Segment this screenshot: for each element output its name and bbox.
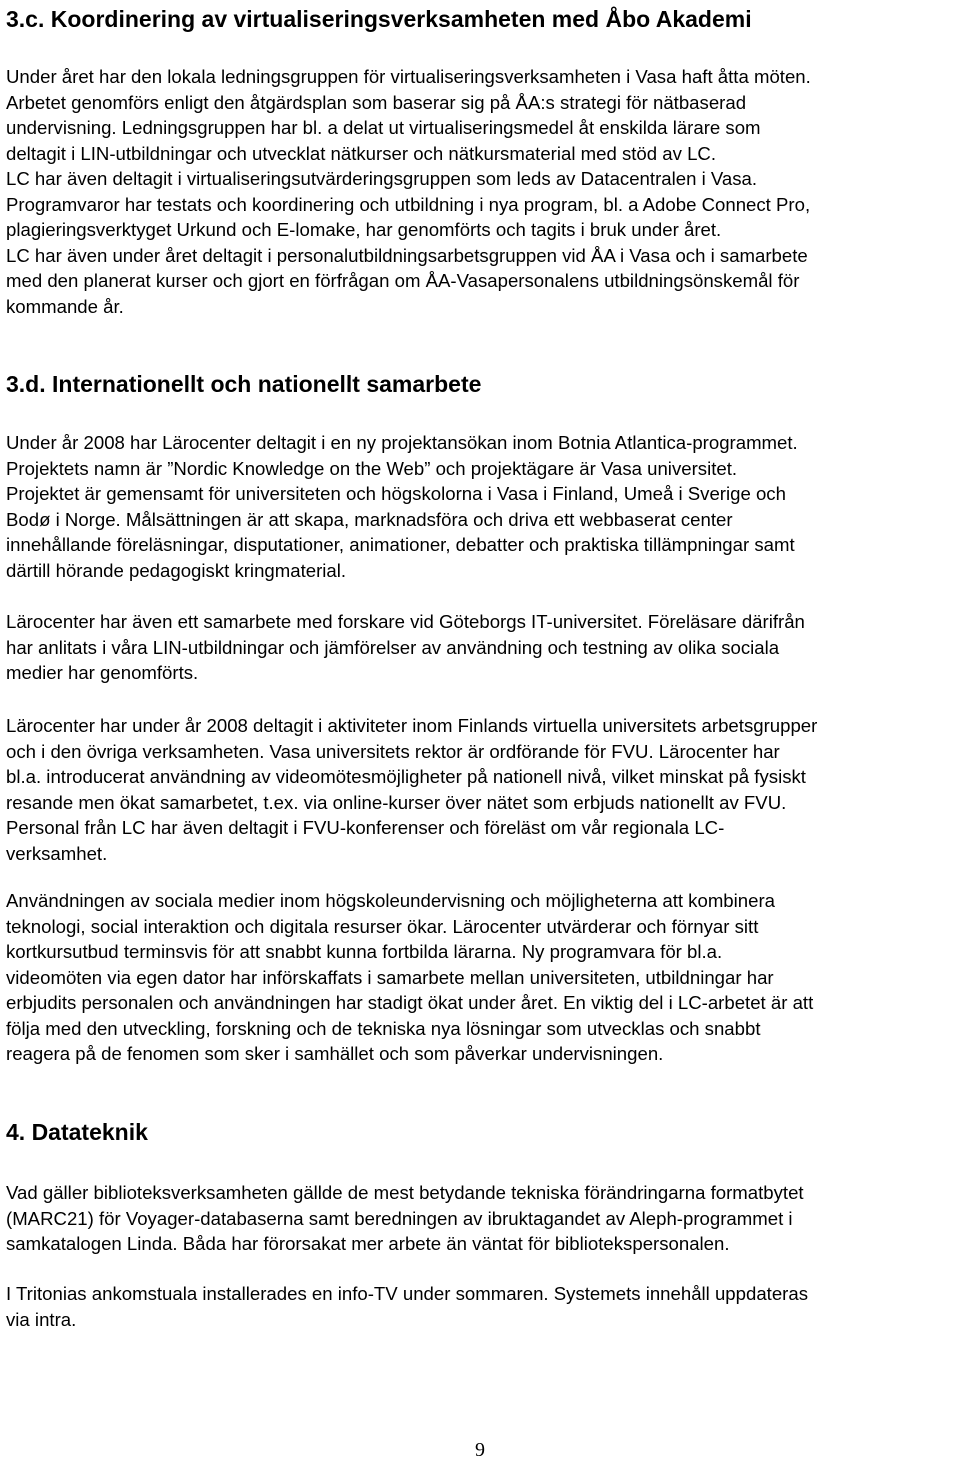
text-line: Arbetet genomförs enligt den åtgärdsplan som baserar sig på ÅA:s strategi för nätbaserad xyxy=(6,91,747,113)
paragraph xyxy=(6,609,954,686)
paragraph xyxy=(6,888,954,1067)
text-line: verksamhet. xyxy=(6,842,108,864)
text-line: I Tritonias ankomstuala installerades en info-TV under sommaren. Systemets innehåll uppdateras xyxy=(6,1283,809,1304)
text-line: har anlitats i våra LIN-utbildningar och jämförelser av användning och testning av olika sociala xyxy=(6,636,780,658)
text-line: Under år 2008 har Lärocenter deltagit i en ny projektansökan inom Botnia Atlantica-programmet. xyxy=(6,432,798,453)
text-line: teknologi, social interaktion och digitala resurser ökar. Lärocenter utvärderar och förnyar sitt xyxy=(6,915,759,937)
text-line: Användningen av sociala medier inom högskoleundervisning och möjligheterna att kombinera xyxy=(6,890,775,911)
text-line: Vad gäller biblioteksverksamheten gällde de mest betydande tekniska förändringarna formatbytet xyxy=(6,1182,804,1203)
text-line: medier har genomförts. xyxy=(6,662,199,683)
text-line: LC har även under året deltagit i personalutbildningsarbetsgruppen vid ÅA i Vasa och i samarbete xyxy=(6,244,808,266)
text-line: bl.a. introducerat användning av videomötesmöjligheter på nationell nivå, vilket minskat på fysiskt xyxy=(6,766,806,787)
text-line: erbjudits personalen och användningen har stadigt ökat under året. En viktig del i LC-arbetet är att xyxy=(6,992,814,1013)
text-line: LC har även deltagit i virtualiseringsutvärderingsgruppen som leds av Datacentralen i Vasa. xyxy=(6,168,758,189)
paragraph xyxy=(6,430,954,583)
page-number: 9 xyxy=(475,1439,485,1461)
text-line: Lärocenter har även ett samarbete med forskare vid Göteborgs IT-universitet. Föreläsare därifrån xyxy=(6,611,805,632)
text-line: plagieringsverktyget Urkund och E-lomake, har genomförts och tagits i bruk under året. xyxy=(6,219,722,240)
text-line: Personal från LC har även deltagit i FVU-konferenser och föreläst om vår regionala LC- xyxy=(6,817,725,838)
text-line: (MARC21) för Voyager-databaserna samt beredningen av ibruktagandet av Aleph-programmet i xyxy=(6,1207,793,1229)
text-line: följa med den utveckling, forskning och de tekniska nya lösningar som utvecklas och snabbt xyxy=(6,1017,761,1039)
text-line: kortkursutbud terminsvis för att snabbt kunna fortbilda lärarna. Ny programvara för bl.a. xyxy=(6,941,723,962)
text-line: resande men ökat samarbetet, t.ex. via online-kurser över nätet som erbjuds nationellt av FVU. xyxy=(6,791,787,813)
text-line: samkatalogen Linda. Båda har förorsakat mer arbete än väntat för bibliotekspersonalen. xyxy=(6,1233,730,1254)
text-line: undervisning. Ledningsgruppen har bl. a delat ut virtualiseringsmedel åt enskilda lärare som xyxy=(6,117,761,138)
heading-3d: 3.d. Internationellt och nationellt samarbete xyxy=(6,371,482,397)
text-line: videomöten via egen dator har införskaffats i samarbete mellan universiteten, utbildningar har xyxy=(6,966,774,988)
text-line: Projektet är gemensamt för universiteten och högskolorna i Vasa i Finland, Umeå i Sverige och xyxy=(6,483,786,504)
paragraph xyxy=(6,1281,954,1332)
heading-3c: 3.c. Koordinering av virtualiseringsverksamheten med Åbo Akademi xyxy=(6,6,752,32)
text-line: reagera på de fenomen som sker i samhället och som påverkar undervisningen. xyxy=(6,1043,664,1064)
heading-4: 4. Datateknik xyxy=(6,1119,148,1145)
text-line: därtill hörande pedagogiskt kringmaterial. xyxy=(6,559,347,581)
text-line: och i den övriga verksamheten. Vasa universitets rektor är ordförande för FVU. Lärocenter har xyxy=(6,740,780,762)
text-line: deltagit i LIN-utbildningar och utvecklat nätkurser och nätkursmaterial med stöd av LC. xyxy=(6,142,717,164)
paragraph xyxy=(6,1180,954,1257)
text-line: via intra. xyxy=(6,1308,77,1330)
text-line: Under året har den lokala ledningsgruppen för virtualiseringsverksamheten i Vasa haft åtta möten. xyxy=(6,66,811,87)
paragraph xyxy=(6,713,954,866)
text-line: Projektets namn är ”Nordic Knowledge on the Web” och projektägare är Vasa universitet. xyxy=(6,457,738,479)
text-line: med den planerat kurser och gjort en förfrågan om ÅA-Vasapersonalens utbildningsönskemål för xyxy=(6,270,800,291)
paragraph xyxy=(6,64,954,319)
text-line: Lärocenter har under år 2008 deltagit i aktiviteter inom Finlands virtuella universitets arbetsgrupper xyxy=(6,715,818,736)
text-line: innehållande föreläsningar, disputationer, animationer, debatter och praktiska tillämpningar samt xyxy=(6,534,795,555)
text-line: Bodø i Norge. Målsättningen är att skapa, marknadsföra och driva ett webbaserat center xyxy=(6,508,733,530)
text-line: kommande år. xyxy=(6,295,124,317)
text-line: Programvaror har testats och koordinering och utbildning i nya program, bl. a Adobe Connect Pro, xyxy=(6,193,811,215)
